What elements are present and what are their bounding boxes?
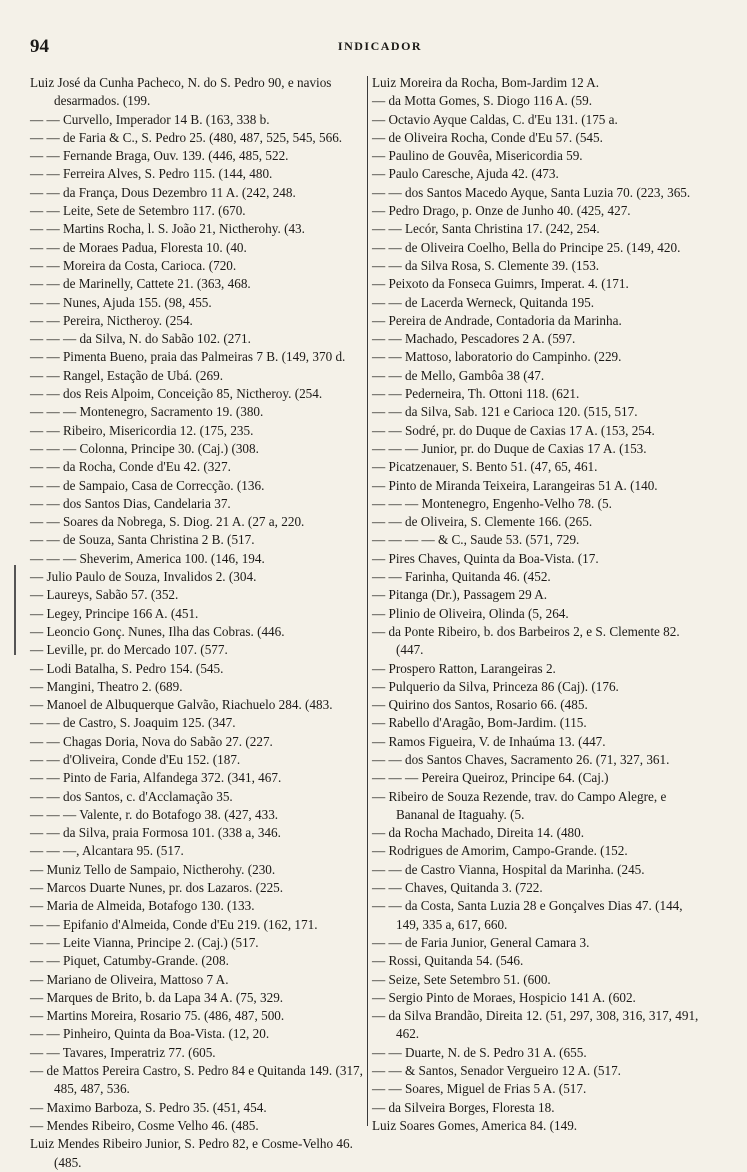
directory-entry: — Mendes Ribeiro, Cosme Velho 46. (485.	[30, 1117, 259, 1133]
directory-entry: — — da Rocha, Conde d'Eu 42. (327.	[30, 459, 231, 475]
directory-entry: — — Leite, Sete de Setembro 117. (670.	[30, 203, 246, 219]
directory-entry: — — dos Reis Alpoim, Conceição 85, Nictheroy. (254.	[30, 386, 323, 402]
directory-entry: Luiz José da Cunha Pacheco, N. do S. Pedro 90, e navios desarmados. (199.	[30, 75, 332, 109]
directory-entry: — — Pimenta Bueno, praia das Palmeiras 7 B. (149, 370 d.	[30, 349, 346, 365]
directory-entry: — — de Moraes Padua, Floresta 10. (40.	[30, 239, 247, 255]
directory-entry: — — Tavares, Imperatriz 77. (605.	[30, 1044, 216, 1060]
directory-entry: — Rossi, Quitanda 54. (546.	[372, 953, 524, 969]
directory-entry: — — Leite Vianna, Principe 2. (Caj.) (517.	[30, 934, 259, 950]
directory-entry: — — dos Santos Chaves, Sacramento 26. (71, 327, 361.	[372, 751, 670, 767]
directory-entry: — Leville, pr. do Mercado 107. (577.	[30, 642, 228, 658]
directory-entry: — da Rocha Machado, Direita 14. (480.	[372, 825, 585, 841]
directory-entry: — Pinto de Miranda Teixeira, Larangeiras 51 A. (140.	[372, 477, 658, 493]
directory-entry: — — da Silva, Sab. 121 e Carioca 120. (515, 517.	[372, 404, 638, 420]
directory-entry: — — — Valente, r. do Botafogo 38. (427, 433.	[30, 806, 279, 822]
directory-entry: — Maria de Almeida, Botafogo 130. (133.	[30, 898, 255, 914]
directory-entry: — — Fernande Braga, Ouv. 139. (446, 485, 522.	[30, 148, 289, 164]
directory-entry: — Marques de Brito, b. da Lapa 34 A. (75, 329.	[30, 989, 284, 1005]
directory-entry: — — Moreira da Costa, Carioca. (720.	[30, 257, 237, 273]
directory-entry: — Lodi Batalha, S. Pedro 154. (545.	[30, 660, 224, 676]
directory-entry: — — dos Santos, c. d'Acclamação 35.	[30, 788, 233, 804]
directory-entry: — — — Colonna, Principe 30. (Caj.) (308.	[30, 440, 259, 456]
directory-entry: — Julio Paulo de Souza, Invalidos 2. (304.	[30, 569, 257, 585]
directory-entry: — da Silveira Borges, Floresta 18.	[372, 1099, 555, 1115]
directory-entry: Luiz Soares Gomes, America 84. (149.	[372, 1117, 578, 1133]
directory-entry: — Rodrigues de Amorim, Campo-Grande. (152.	[372, 843, 628, 859]
directory-entry: — — da França, Dous Dezembro 11 A. (242, 248.	[30, 184, 296, 200]
directory-entry: — Picatzenauer, S. Bento 51. (47, 65, 461.	[372, 459, 598, 475]
directory-entry: — — Curvello, Imperador 14 B. (163, 338 b.	[30, 111, 270, 127]
directory-entry: — — de Sampaio, Casa de Correcção. (136.	[30, 477, 265, 493]
directory-entry: — de Oliveira Rocha, Conde d'Eu 57. (545.	[372, 129, 603, 145]
running-title: INDICADOR	[337, 39, 423, 53]
directory-entry: — — Chaves, Quitanda 3. (722.	[372, 880, 543, 896]
directory-entry: — Pedro Drago, p. Onze de Junho 40. (425, 427.	[372, 203, 631, 219]
directory-entry: — — — Montenegro, Sacramento 19. (380.	[30, 404, 264, 420]
directory-entry: Luiz Mendes Ribeiro Junior, S. Pedro 82, e Cosme-Velho 46. (485.	[30, 1136, 353, 1170]
directory-entry: — Pulquerio da Silva, Princeza 86 (Caj). (176.	[372, 678, 619, 694]
page-header	[30, 36, 730, 64]
directory-entry: — — de Faria Junior, General Camara 3.	[372, 934, 590, 950]
directory-entry: — — Soares da Nobrega, S. Diog. 21 A. (27 a, 220.	[30, 514, 305, 530]
directory-entry: — — Pederneira, Th. Ottoni 118. (621.	[372, 386, 580, 402]
directory-entry: — Legey, Principe 166 A. (451.	[30, 605, 199, 621]
directory-entry: — Paulo Caresche, Ajuda 42. (473.	[372, 166, 559, 182]
directory-entry: — — — Pereira Queiroz, Principe 64. (Caj.)	[372, 770, 609, 786]
directory-entry: — — Rangel, Estação de Ubá. (269.	[30, 367, 223, 383]
directory-entry: — — de Lacerda Werneck, Quitanda 195.	[372, 294, 595, 310]
directory-entry: — — Epifanio d'Almeida, Conde d'Eu 219. (162, 171.	[30, 916, 318, 932]
directory-entry: — — — Sheverim, America 100. (146, 194.	[30, 550, 265, 566]
directory-entry: — — dos Santos Macedo Ayque, Santa Luzia 70. (223, 365.	[372, 184, 691, 200]
directory-entry: — — de Mello, Gambôa 38 (47.	[372, 367, 545, 383]
directory-entry: — — —, Alcantara 95. (517.	[30, 843, 184, 859]
directory-entry: — Pires Chaves, Quinta da Boa-Vista. (17.	[372, 550, 599, 566]
directory-entry: — — Chagas Doria, Nova do Sabão 27. (227.	[30, 733, 273, 749]
directory-entry: — — da Silva Rosa, S. Clemente 39. (153.	[372, 257, 600, 273]
margin-mark	[14, 565, 16, 655]
directory-entry: — Sergio Pinto de Moraes, Hospicio 141 A. (602.	[372, 989, 636, 1005]
directory-entry: — — Pereira, Nictheroy. (254.	[30, 312, 193, 328]
directory-entry: Luiz Moreira da Rocha, Bom-Jardim 12 A.	[372, 75, 600, 90]
directory-entry: — — Mattoso, laboratorio do Campinho. (229.	[372, 349, 622, 365]
column-divider	[367, 76, 368, 1126]
directory-entry: — Martins Moreira, Rosario 75. (486, 487, 500.	[30, 1008, 285, 1024]
directory-entry: — — de Castro Vianna, Hospital da Marinha. (245.	[372, 861, 645, 877]
directory-entry: — — da Silva, praia Formosa 101. (338 a, 346.	[30, 825, 281, 841]
page-number: 94	[30, 36, 49, 57]
directory-entry: — Plinio de Oliveira, Olinda (5, 264.	[372, 605, 569, 621]
directory-entry: — Mangini, Theatro 2. (689.	[30, 678, 183, 694]
directory-entry: — — Duarte, N. de S. Pedro 31 A. (655.	[372, 1044, 587, 1060]
directory-entry: — — Soares, Miguel de Frias 5 A. (517.	[372, 1081, 587, 1097]
directory-entry: — de Mattos Pereira Castro, S. Pedro 84 e Quitanda 149. (317, 485, 487, 536.	[30, 1063, 363, 1097]
directory-entry: — da Motta Gomes, S. Diogo 116 A. (59.	[372, 93, 593, 109]
directory-entry: — — Lecór, Santa Christina 17. (242, 254.	[372, 221, 600, 237]
directory-entry: — — Piquet, Catumby-Grande. (208.	[30, 953, 229, 969]
directory-entry: — Paulino de Gouvêa, Misericordia 59.	[372, 148, 583, 164]
directory-entry: — — de Oliveira, S. Clemente 166. (265.	[372, 514, 593, 530]
directory-entry: — — de Faria & C., S. Pedro 25. (480, 487, 525, 545, 566.	[30, 129, 343, 145]
directory-entry: — Seize, Sete Setembro 51. (600.	[372, 971, 551, 987]
directory-entry: — Quirino dos Santos, Rosario 66. (485.	[372, 697, 588, 713]
directory-entry: — da Ponte Ribeiro, b. dos Barbeiros 2, e S. Clemente 82. (447.	[372, 623, 680, 658]
directory-entry: — — — Junior, pr. do Duque de Caxias 17 A. (153.	[372, 440, 647, 456]
right-column	[372, 74, 704, 1135]
directory-entry: — — Pinheiro, Quinta da Boa-Vista. (12, 20.	[30, 1026, 270, 1042]
directory-entry: — — Machado, Pescadores 2 A. (597.	[372, 331, 576, 347]
directory-entry: — Mariano de Oliveira, Mattoso 7 A.	[30, 971, 229, 987]
directory-entry: — Laureys, Sabão 57. (352.	[30, 587, 179, 603]
directory-entry: — Maximo Barboza, S. Pedro 35. (451, 454.	[30, 1099, 267, 1115]
directory-entry: — Ribeiro de Souza Rezende, trav. do Campo Alegre, e Bananal de Itaguahy. (5.	[372, 788, 667, 822]
directory-entry: — — — Montenegro, Engenho-Velho 78. (5.	[372, 495, 612, 511]
directory-entry: — — Sodré, pr. do Duque de Caxias 17 A. (153, 254.	[372, 422, 655, 438]
directory-entry: — — de Castro, S. Joaquim 125. (347.	[30, 715, 236, 731]
directory-entry: — — de Souza, Santa Christina 2 B. (517.	[30, 532, 255, 548]
directory-entry: — — — da Silva, N. do Sabão 102. (271.	[30, 331, 251, 347]
directory-entry: — Pitanga (Dr.), Passagem 29 A.	[372, 587, 548, 603]
directory-entry: — Ramos Figueira, V. de Inhaúma 13. (447.	[372, 733, 606, 749]
directory-entry: — — da Costa, Santa Luzia 28 e Gonçalves Dias 47. (144, 149, 335 a, 617, 660.	[372, 898, 683, 932]
directory-entry: — — Ferreira Alves, S. Pedro 115. (144, 480.	[30, 166, 273, 182]
left-column	[30, 74, 364, 1172]
directory-entry: — — Nunes, Ajuda 155. (98, 455.	[30, 294, 212, 310]
directory-entry: — — & Santos, Senador Vergueiro 12 A. (517.	[372, 1063, 621, 1079]
directory-entry: — Rabello d'Aragão, Bom-Jardim. (115.	[372, 715, 587, 731]
directory-entry: — — Ribeiro, Misericordia 12. (175, 235.	[30, 422, 254, 438]
directory-entry: — — Martins Rocha, l. S. João 21, Nictherohy. (43.	[30, 221, 305, 237]
directory-entry: — da Silva Brandão, Direita 12. (51, 297, 308, 316, 317, 491, 462.	[372, 1008, 699, 1042]
directory-entry: — Muniz Tello de Sampaio, Nictherohy. (230.	[30, 861, 276, 877]
directory-entry: — — d'Oliveira, Conde d'Eu 152. (187.	[30, 751, 241, 767]
directory-entry: — — — — & C., Saude 53. (571, 729.	[372, 532, 580, 548]
directory-entry: — Manoel de Albuquerque Galvão, Riachuelo 284. (483.	[30, 697, 333, 713]
directory-entry: — — Farinha, Quitanda 46. (452.	[372, 569, 551, 585]
directory-entry: — Octavio Ayque Caldas, C. d'Eu 131. (175 a.	[372, 111, 618, 127]
directory-entry: — — dos Santos Dias, Candelaria 37.	[30, 495, 231, 511]
directory-entry: — — de Marinelly, Cattete 21. (363, 468.	[30, 276, 251, 292]
directory-entry: — Pereira de Andrade, Contadoria da Marinha.	[372, 312, 622, 328]
directory-entry: — — de Oliveira Coelho, Bella do Principe 25. (149, 420.	[372, 239, 681, 255]
directory-entry: — Leoncio Gonç. Nunes, Ilha das Cobras. (446.	[30, 623, 285, 639]
directory-entry: — Peixoto da Fonseca Guimrs, Imperat. 4. (171.	[372, 276, 629, 292]
directory-entry: — Marcos Duarte Nunes, pr. dos Lazaros. (225.	[30, 880, 284, 896]
directory-entry: — Prospero Ratton, Larangeiras 2.	[372, 660, 556, 676]
directory-entry: — — Pinto de Faria, Alfandega 372. (341, 467.	[30, 770, 282, 786]
